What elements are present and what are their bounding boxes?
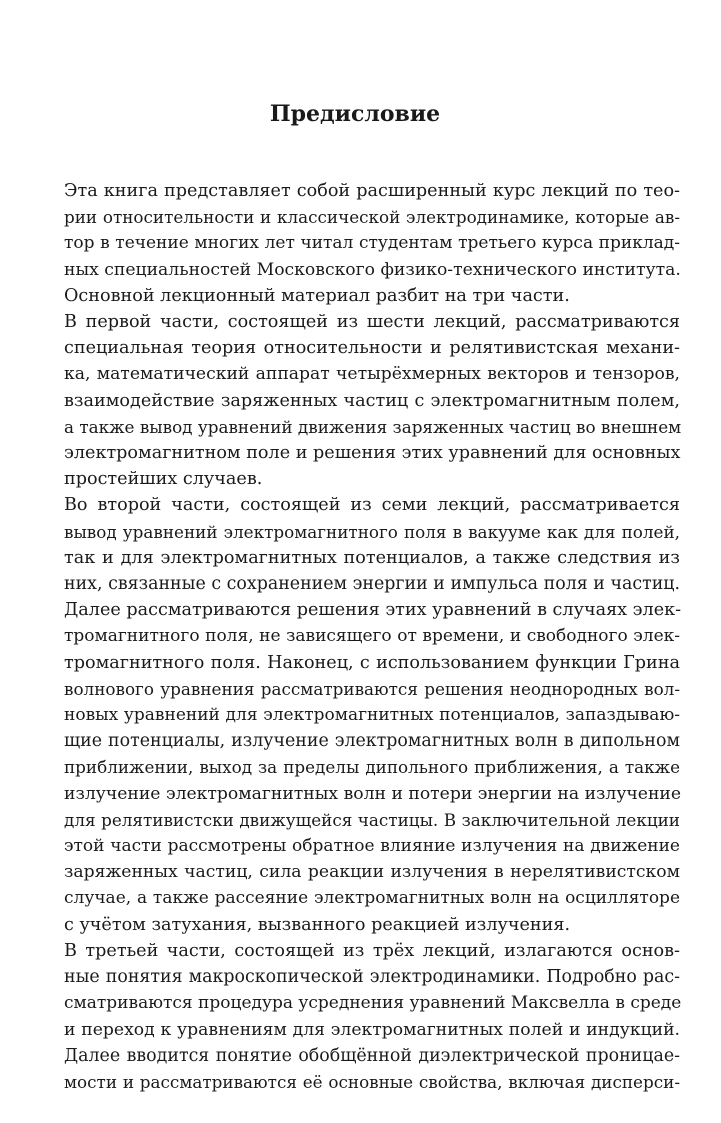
text-line: приближении, выход за пределы дипольного приближения, а также bbox=[64, 757, 680, 778]
book-page bbox=[30, 0, 680, 1123]
text-line: специальная теория относительности и релятивистская механи- bbox=[64, 338, 680, 359]
text-line: В первой части, состоящей из шести лекций, рассматриваются bbox=[64, 312, 680, 333]
text-line: Далее рассматриваются решения этих уравнений в случаях элек- bbox=[64, 600, 682, 621]
text-line: электромагнитном поле и решения этих уравнений для основных bbox=[64, 443, 681, 464]
text-line: Во второй части, состоящей из семи лекций, рассматривается bbox=[64, 495, 680, 516]
preface-body bbox=[30, 178, 680, 1095]
text-line: тромагнитного поля. Наконец, с использованием функции Грина bbox=[64, 652, 680, 673]
text-line: Основной лекционный материал разбит на три части. bbox=[64, 285, 570, 306]
text-line: взаимодействие заряженных частиц с электромагнитным полем, bbox=[64, 390, 680, 411]
text-line: щие потенциалы, излучение электромагнитных волн в дипольном bbox=[64, 731, 680, 752]
paragraph-3 bbox=[30, 492, 680, 937]
text-line: новых уравнений для электромагнитных потенциалов, запаздываю- bbox=[64, 705, 680, 726]
text-line: для релятивистски движущейся частицы. В заключительной лекции bbox=[64, 809, 680, 830]
text-line: ка, математический аппарат четырёхмерных векторов и тензоров, bbox=[64, 364, 680, 385]
text-line: тор в течение многих лет читал студентам третьего курса приклад- bbox=[64, 233, 680, 254]
text-line: Эта книга представляет собой расширенный курс лекций по тео- bbox=[64, 181, 680, 201]
text-line: с учётом затухания, вызванного реакцией излучения. bbox=[64, 914, 571, 935]
text-line: тромагнитного поля, не зависящего от времени, и свободного элек- bbox=[64, 626, 680, 647]
text-line: волнового уравнения рассматриваются решения неоднородных вол- bbox=[64, 678, 680, 699]
text-line: Далее вводится понятие обобщённой диэлектрической проницае- bbox=[64, 1045, 680, 1066]
text-line: этой части рассмотрены обратное влияние излучения на движение bbox=[64, 836, 680, 857]
text-line: простейших случаев. bbox=[64, 469, 263, 490]
text-line: сматриваются процедура усреднения уравнений Максвелла в среде bbox=[64, 993, 682, 1014]
text-line: В третьей части, состоящей из трёх лекций, излагаются основ- bbox=[64, 940, 680, 961]
paragraph-4 bbox=[30, 938, 680, 1095]
text-line: излучение электромагнитных волн и потери энергии на излучение bbox=[64, 783, 682, 804]
text-line: так и для электромагнитных потенциалов, а также следствия из bbox=[64, 547, 680, 568]
text-line: рии относительности и классической электродинамике, которые ав- bbox=[64, 207, 680, 228]
text-line: заряженных частиц, сила реакции излучения в нерелятивистском bbox=[64, 862, 680, 883]
text-line: ные понятия макроскопической электродинамики. Подробно рас- bbox=[64, 967, 680, 988]
paragraph-2 bbox=[30, 309, 680, 492]
page-title: Предисловие bbox=[269, 101, 441, 127]
text-line: а также вывод уравнений движения заряженных частиц во внешнем bbox=[64, 416, 682, 437]
text-line: мости и рассматриваются её основные свойства, включая дисперси- bbox=[64, 1071, 680, 1092]
text-line: случае, а также рассеяние электромагнитных волн на осцилляторе bbox=[64, 888, 680, 909]
paragraph-1 bbox=[30, 178, 680, 309]
text-line: и переход к уравнениям для электромагнитных полей и индукций. bbox=[64, 1019, 680, 1040]
text-line: вывод уравнений электромагнитного поля в вакууме как для полей, bbox=[64, 521, 680, 542]
text-line: них, связанные с сохранением энергии и импульса поля и частиц. bbox=[64, 574, 680, 595]
text-line: ных специальностей Московского физико-технического института. bbox=[64, 259, 681, 280]
